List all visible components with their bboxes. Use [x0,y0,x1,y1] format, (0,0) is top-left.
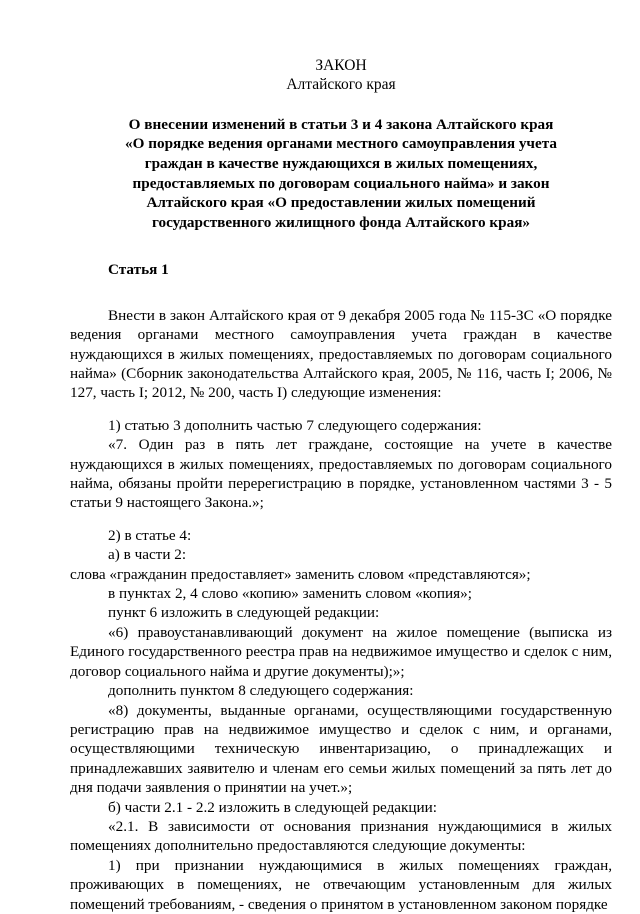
amendment-subitem-a: а) в части 2: [108,546,187,564]
amendment-points-change: в пунктах 2, 4 слово «копию» заменить словом «копия»; [108,585,472,603]
document-type: ЗАКОН [315,57,367,74]
document-region: Алтайского края [286,76,396,94]
amendment-point-6-intro: пункт 6 изложить в следующей редакции: [108,604,380,622]
amendment-subitem-b: б) части 2.1 - 2.2 изложить в следующей редакции: [108,798,438,816]
paragraph-gap [70,513,612,526]
amendment-item-2: 2) в статье 4: [108,526,192,544]
subject-line: Алтайского края «О предоставлении жилых помещений [146,194,536,212]
article-heading: Статья 1 [108,261,169,279]
subject-line: «О порядке ведения органами местного самоуправления учета [125,135,557,153]
amendment-part-2-1-point-1: 1) при признании нуждающимися в жилых помещениях граждан, проживающих в помещениях, не отвечающим установленным для жилых помещений требованиям, - сведения о принятом в установленном законом порядке [70,856,612,913]
subject-line: О внесении изменений в статьи 3 и 4 закона Алтайского края [128,115,554,133]
amendment-words-change: слова «гражданин предоставляет» заменить словом «представляются»; [70,565,531,583]
amendment-point-6-quote: «6) правоустанавливающий документ на жилое помещение (выписка из Единого государственного реестра прав на недвижимое имущество и сделок с ним, договор социального найма и другие документы);»; [70,623,612,680]
subject-line: граждан в качестве нуждающихся в жилых помещениях, [144,155,538,172]
document-subject [70,115,612,233]
amendment-point-8-intro: дополнить пунктом 8 следующего содержания: [108,682,414,700]
paragraph-gap [70,403,612,416]
amendment-point-8-quote: «8) документы, выданные органами, осуществляющими государственную регистрацию прав на недвижимое имущество и сделок с ним, и органами, осуществляющими техническую инвентаризацию, о принадлежащих и принадлежавших заявителю и членам его семьи жилых помещений за пять лет до дня подачи заявления о принятии на учет.»; [70,701,612,797]
document-page [70,56,612,914]
subject-line: государственного жилищного фонда Алтайского края» [151,213,531,231]
amendment-quote-part-7: «7. Один раз в пять лет граждане, состоящие на учете в качестве нуждающихся в жилых помещениях, предоставляемых по договорам социального найма, обязаны пройти перерегистрацию в порядке, установленном частями 3 - 5 статьи 9 настоящего Закона.»; [70,436,612,512]
article-intro-paragraph: Внести в закон Алтайского края от 9 декабря 2005 года № 115-ЗС «О порядке ведения органами местного самоуправления учета граждан в качестве нуждающихся в жилых помещениях, предоставляемых по договорам социального найма» (Сборник законодательства Алтайского края, 2005, № 116, часть I; 2006, № 127, часть I; 2012, № 200, часть I) следующие изменения: [70,306,612,402]
amendment-part-2-1-quote: «2.1. В зависимости от основания признания нуждающимися в жилых помещениях дополнительно предоставляются следующие документы: [70,817,612,855]
subject-line: предоставляемых по договорам социального найма» и закон [132,174,550,192]
amendment-item-1: 1) статью 3 дополнить частью 7 следующего содержания: [108,416,482,434]
